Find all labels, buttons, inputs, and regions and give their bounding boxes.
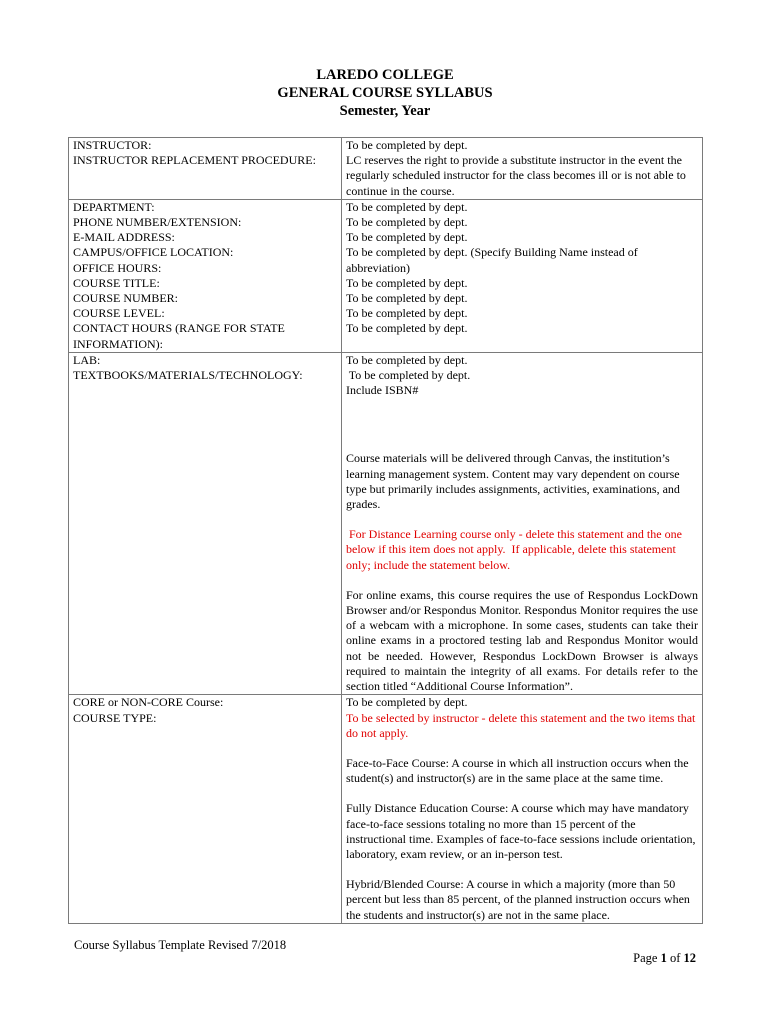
- spacer: [346, 862, 698, 877]
- template-revision: Course Syllabus Template Revised 7/2018: [74, 938, 287, 952]
- value-instructor: To be completed by dept.: [346, 138, 468, 152]
- document-title: GENERAL COURSE SYLLABUS: [277, 85, 493, 101]
- page-current: 1: [660, 951, 667, 965]
- value-phone: To be completed by dept.: [346, 215, 468, 230]
- row-value-lab: [342, 352, 703, 694]
- spacer: [346, 398, 698, 451]
- value-course-title: To be completed by dept.: [346, 275, 468, 290]
- label-department: DEPARTMENT:: [73, 199, 155, 214]
- college-name: LAREDO COLLEGE: [316, 67, 454, 83]
- value-email: To be completed by dept.: [346, 230, 468, 245]
- value-course-level: To be completed by dept.: [346, 306, 468, 321]
- spacer: [346, 741, 698, 756]
- face-to-face-definition: Face-to-Face Course: A course in which all instruction occurs when the student(s) and instructor(s) are in the same place at the same time.: [346, 755, 689, 786]
- page-word: Page: [633, 951, 661, 965]
- label-replacement: INSTRUCTOR REPLACEMENT PROCEDURE:: [73, 153, 316, 168]
- value-department: To be completed by dept.: [346, 199, 468, 214]
- label-lab: LAB:: [73, 352, 101, 367]
- page-total: 12: [683, 951, 696, 965]
- page-of: of: [666, 951, 684, 965]
- value-course-number: To be completed by dept.: [346, 291, 468, 306]
- value-isbn: Include ISBN#: [346, 383, 419, 398]
- label-contact-hours: CONTACT HOURS (RANGE FOR STATE INFORMATION):: [73, 321, 285, 351]
- value-textbooks: To be completed by dept.: [346, 368, 471, 383]
- table-row: [69, 352, 703, 694]
- value-campus: To be completed by dept. (Specify Building Name instead of abbreviation): [346, 245, 638, 275]
- hybrid-definition: Hybrid/Blended Course: A course in which a majority (more than 50 percent but less than 85 percent, of the planned instruction occurs when the students and instructor(s) are not in the same place.: [346, 877, 690, 922]
- semester-year: Semester, Year: [339, 103, 431, 119]
- label-course-number: COURSE NUMBER:: [73, 291, 179, 306]
- row-label-lab: [69, 352, 342, 694]
- row-label-core: [69, 695, 342, 923]
- spacer: [346, 573, 698, 588]
- respondus-statement: For online exams, this course requires the use of Respondus LockDown Browser and/or Respondus Monitor. Respondus Monitor requires the use of a webcam with a microphone. In some cases, students can take their online exams in a proctored testing lab and Respondus Monitor would not be needed. However, Respondus LockDown Browser is always required to maintain the integrity of all exams. For details refer to the section titled “Additional Course Information”.: [346, 587, 698, 694]
- value-lab: To be completed by dept.: [346, 352, 468, 367]
- label-phone: PHONE NUMBER/EXTENSION:: [73, 215, 242, 230]
- canvas-statement: Course materials will be delivered through Canvas, the institution’s learning management system. Content may vary dependent on course type but primarily includes assignments, activities, examinations, and grades.: [346, 451, 680, 512]
- value-core: To be completed by dept.: [346, 695, 468, 710]
- row-value-instructor: [342, 138, 703, 200]
- spacer: [346, 786, 698, 801]
- spacer: [346, 512, 698, 527]
- label-course-title: COURSE TITLE:: [73, 275, 160, 290]
- value-contact-hours: To be completed by dept.: [346, 321, 468, 336]
- row-value-core: [342, 695, 703, 923]
- table-row: [69, 138, 703, 200]
- label-course-level: COURSE LEVEL:: [73, 306, 165, 321]
- label-course-type: COURSE TYPE:: [73, 710, 157, 725]
- distance-learning-note: For Distance Learning course only - delete this statement and the one below if this item does not apply. If applicable, delete this statement only; include the statement below.: [346, 527, 685, 572]
- row-value-contact: [342, 199, 703, 352]
- row-label-contact: [69, 199, 342, 352]
- label-office-hours: OFFICE HOURS:: [73, 260, 162, 275]
- label-email: E-MAIL ADDRESS:: [73, 230, 175, 245]
- label-textbooks: TEXTBOOKS/MATERIALS/TECHNOLOGY:: [73, 368, 303, 383]
- table-row: [69, 199, 703, 352]
- page-number: [633, 951, 696, 966]
- course-type-note: To be selected by instructor - delete this statement and the two items that do not apply.: [346, 710, 696, 740]
- label-core: CORE or NON-CORE Course:: [73, 695, 224, 710]
- label-campus: CAMPUS/OFFICE LOCATION:: [73, 245, 234, 260]
- syllabus-table: [68, 137, 703, 924]
- fully-distance-definition: Fully Distance Education Course: A course which may have mandatory face-to-face sessions totaling no more than 15 percent of the instructional time. Examples of face-to-face sessions include orientation, laboratory, exam review, or an in-person test.: [346, 801, 696, 861]
- table-row: [69, 695, 703, 923]
- row-label-instructor: [69, 138, 342, 200]
- value-replacement: LC reserves the right to provide a substitute instructor in the event the regularly scheduled instructor for the class becomes ill or is not able to continue in the course.: [346, 153, 686, 198]
- label-instructor: INSTRUCTOR:: [73, 138, 152, 152]
